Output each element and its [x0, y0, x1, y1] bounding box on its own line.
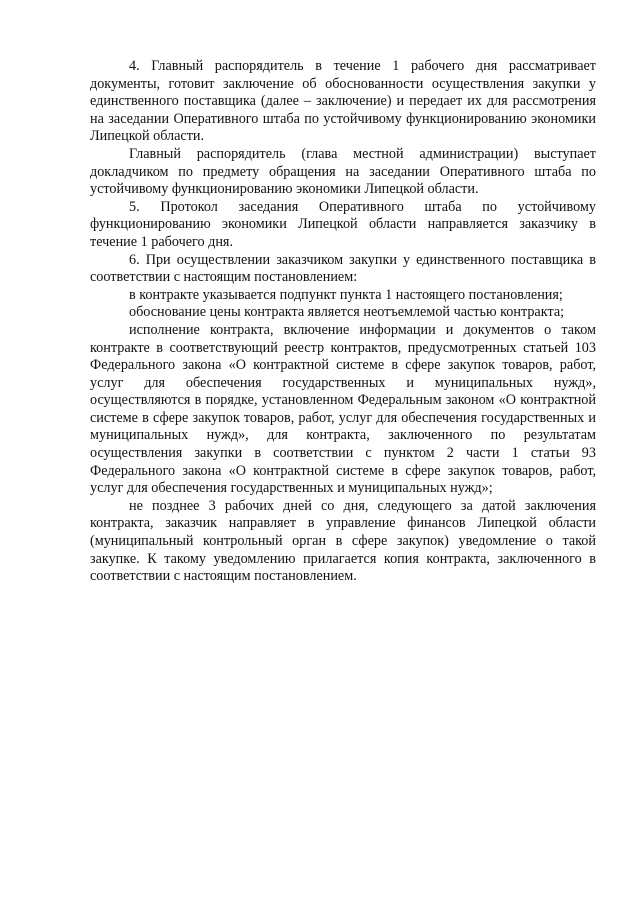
- paragraph-item-6: 6. При осуществлении заказчиком закупки у единственного поставщика в соответствии с настоящим постановлением:: [90, 251, 596, 286]
- paragraph-chief-administrator-speaker: Главный распорядитель (глава местной администрации) выступает докладчиком по предмету обращения на заседании Оперативного штаба по устойчивому функционированию экономики Липецкой области.: [90, 145, 596, 198]
- document-body: [90, 58, 596, 586]
- paragraph-item-4: 4. Главный распорядитель в течение 1 рабочего дня рассматривает документы, готовит заключение об обоснованности осуществления закупки у единственного поставщика (далее – заключение) и передает их для рассмотрения на заседании Оперативного штаба по устойчивому функционированию экономики Липецкой области.: [90, 58, 596, 145]
- paragraph-price-justification: обоснование цены контракта является неотъемлемой частью контракта;: [129, 304, 565, 321]
- paragraph-item-5: 5. Протокол заседания Оперативного штаба по устойчивому функционированию экономики Липецкой области направляется заказчику в течение 1 рабочего дня.: [90, 198, 596, 250]
- paragraph-contract-execution: исполнение контракта, включение информации и документов о таком контракте в соответствующий реестр контрактов, предусмотренных статьей 103 Федерального закона «О контрактной системе в сфере закупок товаров, работ, услуг для обеспечения государственных и муниципальных нужд», осуществляются в порядке, установленном Федеральным законом «О контрактной системе в сфере закупок товаров, работ, услуг для обеспечения государственных и муниципальных нужд», для контракта, заключенного по результатам осуществления закупки в соответствии с пунктом 2 части 1 статьи 93 Федерального закона «О контрактной системе в сфере закупок товаров, работ, услуг для обеспечения государственных и муниципальных нужд»;: [90, 321, 596, 497]
- paragraph-notification: не позднее 3 рабочих дней со дня, следующего за датой заключения контракта, заказчик направляет в управление финансов Липецкой области (муниципальный контрольный орган в сфере закупок) уведомление о такой закупке. К такому уведомлению прилагается копия контракта, заключенного в соответствии с настоящим постановлением.: [90, 497, 596, 585]
- paragraph-contract-subclause: в контракте указывается подпункт пункта 1 настоящего постановления;: [129, 286, 563, 303]
